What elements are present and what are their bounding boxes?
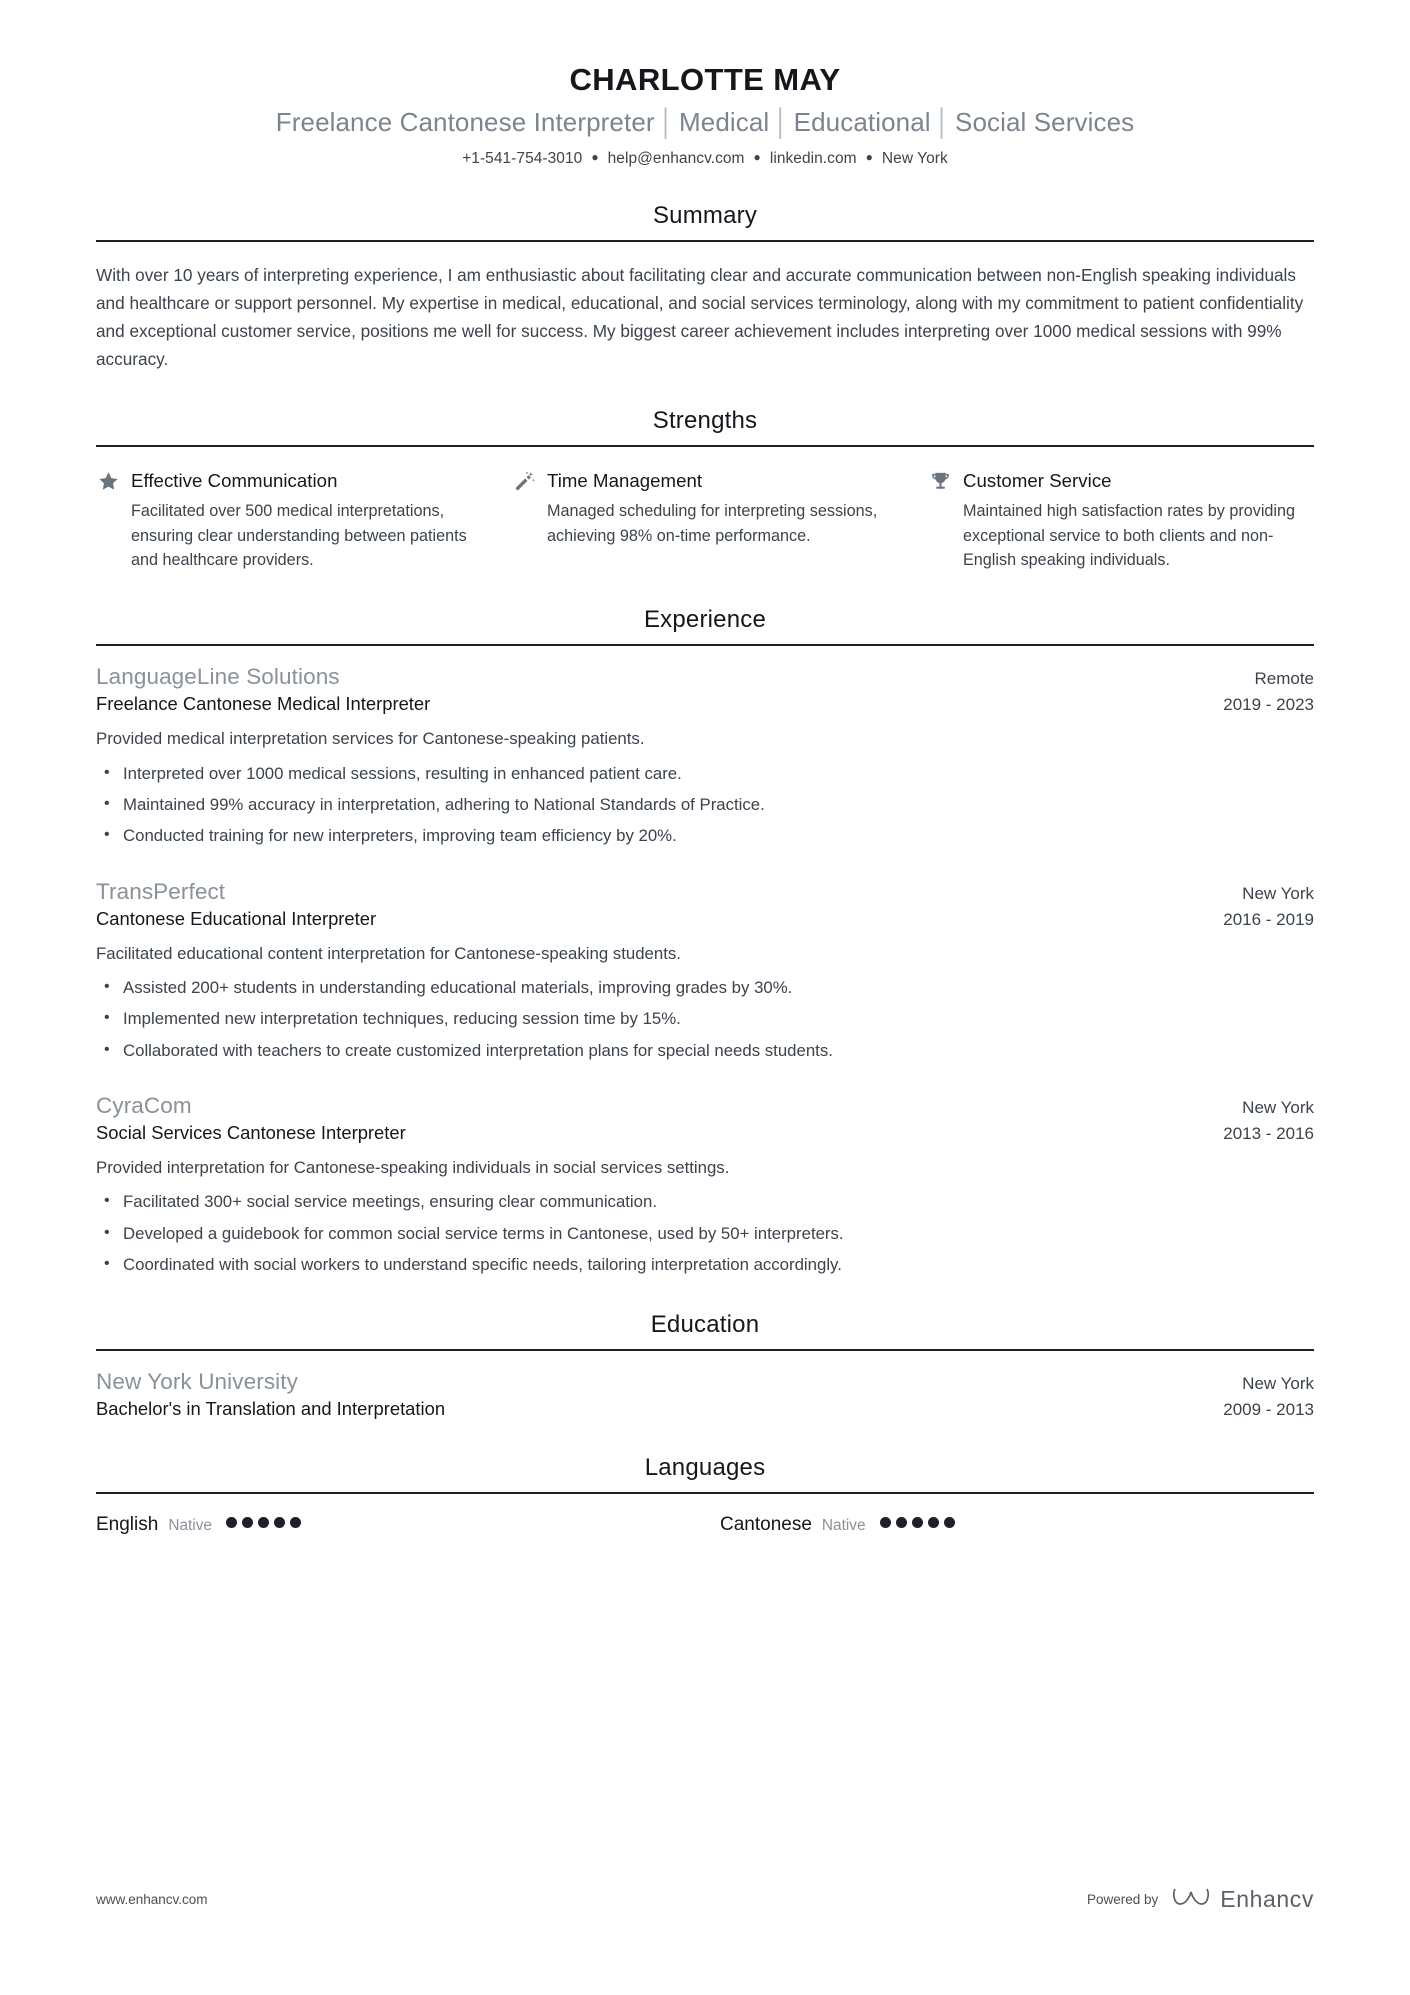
list-item: • Conducted training for new interpreters, improving team efficiency by 20%.	[96, 824, 1314, 848]
company-location: New York	[1242, 1098, 1314, 1118]
school-name: New York University	[96, 1369, 298, 1395]
section-divider	[96, 1492, 1314, 1494]
section-title-strengths: Strengths	[652, 407, 758, 435]
list-item: • Implemented new interpretation techniques, reducing session time by 15%.	[96, 1007, 1314, 1031]
employment-dates: 2016 - 2019	[1223, 909, 1314, 929]
list-item: • Interpreted over 1000 medical sessions, resulting in enhanced patient care.	[96, 762, 1314, 786]
section-experience	[96, 606, 1314, 1277]
linkedin-link[interactable]: linkedin.com	[769, 150, 857, 167]
strength-header	[96, 469, 482, 493]
language-rating	[226, 1517, 301, 1528]
language-item	[720, 1514, 1314, 1536]
list-item: • Maintained 99% accuracy in interpretation, adhering to National Standards of Practice.	[96, 793, 1314, 817]
rating-dot	[290, 1517, 301, 1528]
headline-part-2: Educational	[793, 107, 931, 137]
job-title: Cantonese Educational Interpreter	[96, 907, 377, 929]
company-name: TransPerfect	[96, 878, 226, 904]
language-name: Cantonese	[720, 1514, 812, 1536]
degree-title: Bachelor's in Translation and Interpretation	[96, 1398, 446, 1420]
strength-description: Facilitated over 500 medical interpretations, ensuring clear understanding between patients and healthcare providers.	[131, 502, 467, 570]
entry-summary: Facilitated educational content interpretation for Cantonese-speaking students.	[96, 943, 681, 963]
achievement-list	[96, 762, 1314, 849]
section-divider	[96, 445, 1314, 447]
trophy-icon	[928, 469, 952, 493]
rating-dot	[928, 1517, 939, 1528]
employment-dates: 2019 - 2023	[1223, 695, 1314, 715]
language-item	[96, 1514, 690, 1536]
section-summary	[96, 202, 1314, 373]
strength-title: Effective Communication	[131, 470, 338, 492]
language-level: Native	[821, 1517, 866, 1535]
rating-dot	[896, 1517, 907, 1528]
entry-top-row	[96, 1093, 1314, 1119]
page-title: CHARLOTTE MAY	[569, 62, 841, 97]
contact-separator-icon: ●	[753, 150, 761, 164]
magic-wand-icon	[512, 469, 536, 493]
list-item: • Collaborated with teachers to create customized interpretation plans for special needs students.	[96, 1039, 1314, 1063]
contact-separator-icon: ●	[591, 150, 599, 164]
star-icon	[96, 469, 120, 493]
entry-second-row	[96, 693, 1314, 715]
email-address[interactable]: help@enhancv.com	[607, 150, 745, 167]
enhancv-logo-icon	[1171, 1884, 1211, 1915]
experience-entry	[96, 1093, 1314, 1277]
section-education	[96, 1311, 1314, 1420]
entry-second-row	[96, 1398, 1314, 1420]
company-location: New York	[1242, 883, 1314, 903]
employment-dates: 2013 - 2016	[1223, 1124, 1314, 1144]
entry-top-row	[96, 664, 1314, 690]
headline-part-1: Medical	[679, 107, 770, 137]
language-level: Native	[168, 1517, 212, 1535]
section-divider	[96, 644, 1314, 646]
company-location: Remote	[1254, 669, 1314, 689]
entry-summary: Provided interpretation for Cantonese-speaking individuals in social services settings.	[96, 1158, 730, 1178]
strengths-list	[96, 469, 1314, 572]
strength-item	[96, 469, 482, 572]
entry-top-row	[96, 879, 1314, 905]
rating-dot	[880, 1517, 891, 1528]
job-title: Freelance Cantonese Medical Interpreter	[96, 693, 431, 715]
section-title-experience: Experience	[643, 606, 767, 634]
list-item: • Facilitated 300+ social service meetings, ensuring clear communication.	[96, 1190, 1314, 1214]
brand-logo	[1171, 1884, 1314, 1915]
rating-dot	[226, 1517, 237, 1528]
education-entry	[96, 1369, 1314, 1420]
achievement-list	[96, 976, 1314, 1063]
contact-info	[96, 150, 1314, 168]
achievement-list	[96, 1190, 1314, 1277]
strength-item	[928, 469, 1314, 572]
headline-part-0: Freelance Cantonese Interpreter	[275, 107, 655, 137]
section-title-languages: Languages	[644, 1454, 766, 1482]
location: New York	[881, 150, 948, 167]
strength-header	[928, 469, 1314, 493]
list-item: • Developed a guidebook for common social service terms in Cantonese, used by 50+ interpreters.	[96, 1222, 1314, 1246]
strength-title: Customer Service	[963, 470, 1112, 492]
section-strengths	[96, 407, 1314, 572]
entry-top-row	[96, 1369, 1314, 1395]
resume-header	[96, 0, 1314, 168]
study-dates: 2009 - 2013	[1223, 1400, 1314, 1420]
headline-part-3: Social Services	[955, 107, 1135, 137]
rating-dot	[258, 1517, 269, 1528]
summary-text: With over 10 years of interpreting experience, I am enthusiastic about facilitating clear and accurate communication between non-English speaking individuals and healthcare or support personnel. My expertise in medical, educational, and social services terminology, along with my commitment to patient confidentiality and exceptional customer service, positions me well for success. My biggest career achievement includes interpreting over 1000 medical sessions with 99% accuracy.	[96, 265, 1304, 369]
headline-separator: │	[773, 107, 790, 137]
school-location: New York	[1242, 1374, 1314, 1394]
languages-list	[96, 1514, 1314, 1536]
strength-header	[512, 469, 898, 493]
strength-description: Maintained high satisfaction rates by providing exceptional service to both clients and non-English speaking individuals.	[963, 502, 1296, 570]
headline-separator: │	[658, 107, 675, 137]
section-title-education: Education	[650, 1311, 760, 1339]
website-url[interactable]: www.enhancv.com	[96, 1892, 208, 1907]
page-footer	[96, 1884, 1314, 1915]
company-name: CyraCom	[96, 1093, 192, 1119]
section-divider	[96, 1349, 1314, 1351]
rating-dot	[274, 1517, 285, 1528]
experience-entry	[96, 664, 1314, 848]
powered-by-label: Powered by	[1086, 1892, 1159, 1907]
section-title-summary: Summary	[652, 202, 758, 229]
professional-headline	[96, 107, 1314, 138]
headline-separator: │	[934, 107, 951, 137]
section-divider	[96, 240, 1314, 242]
rating-dot	[944, 1517, 955, 1528]
company-name: LanguageLine Solutions	[96, 664, 340, 690]
language-name: English	[96, 1514, 159, 1536]
phone-number: +1-541-754-3010	[462, 150, 583, 167]
entry-second-row	[96, 1122, 1314, 1144]
rating-dot	[912, 1517, 923, 1528]
experience-entry	[96, 879, 1314, 1063]
list-item: • Coordinated with social workers to understand specific needs, tailoring interpretation accordingly.	[96, 1253, 1314, 1277]
entry-summary: Provided medical interpretation services for Cantonese-speaking patients.	[96, 729, 645, 749]
job-title: Social Services Cantonese Interpreter	[96, 1122, 406, 1144]
strength-title: Time Management	[547, 470, 703, 492]
rating-dot	[242, 1517, 253, 1528]
strength-item	[512, 469, 898, 572]
language-rating	[880, 1517, 955, 1528]
section-languages	[96, 1454, 1314, 1536]
contact-separator-icon: ●	[865, 150, 873, 164]
brand-name: Enhancv	[1220, 1886, 1314, 1912]
entry-second-row	[96, 908, 1314, 930]
strength-description: Managed scheduling for interpreting sessions, achieving 98% on-time performance.	[547, 502, 878, 545]
footer-branding	[1087, 1884, 1314, 1915]
list-item: • Assisted 200+ students in understanding educational materials, improving grades by 30%.	[96, 976, 1314, 1000]
